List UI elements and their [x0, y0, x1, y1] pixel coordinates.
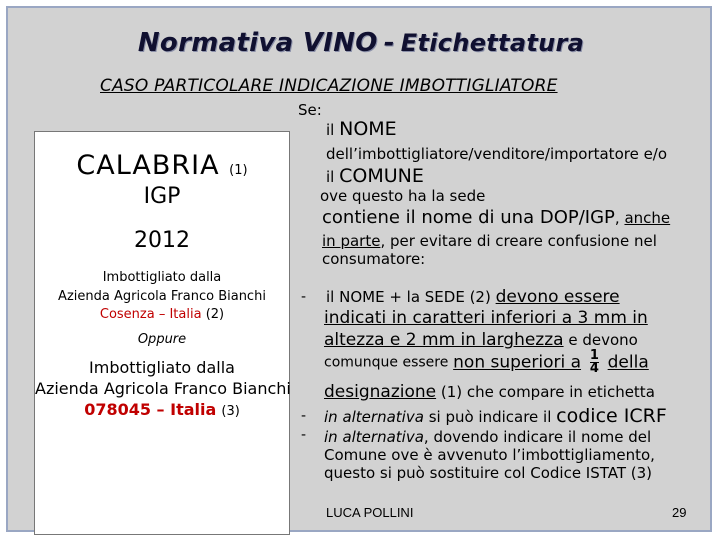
- rule2-text: si può indicare il: [428, 408, 552, 426]
- rule3-line2: Comune ove è avvenuto l’imbottigliamento,: [324, 446, 655, 464]
- title-separator: -: [383, 28, 395, 58]
- nome-line: [326, 118, 397, 140]
- slide-subtitle: CASO PARTICOLARE INDICAZIONE IMBOTTIGLIATORE: [100, 76, 558, 96]
- rule1-designation: designazione: [324, 382, 437, 402]
- region-line: [35, 150, 289, 181]
- nome-prefix: il: [326, 121, 335, 139]
- designation: IGP: [143, 184, 181, 209]
- nome-description: dell’imbottigliatore/venditore/importatore e/o: [326, 145, 668, 163]
- contiene-line: [322, 207, 670, 228]
- rule3-line1: [324, 428, 651, 446]
- company-name-2: Azienda Agricola Franco Bianchi: [35, 379, 291, 398]
- rule1-line3: [324, 330, 638, 350]
- rule1-size-limit: indicati in caratteri inferiori a 3 mm in: [324, 308, 648, 328]
- rule2-icrf-code: codice ICRF: [556, 405, 667, 427]
- rule1-line1: [326, 287, 620, 307]
- confusion-text: , per evitare di creare confusione nel: [380, 232, 657, 250]
- fraction-numerator: 1: [589, 348, 599, 363]
- slide-title: [8, 28, 714, 58]
- comune-line: [326, 165, 424, 187]
- city-name-1: Cosenza – Italia: [99, 307, 202, 322]
- city-line-1: [35, 307, 289, 322]
- label-example-box: [34, 131, 290, 535]
- comune-keyword: COMUNE: [339, 165, 424, 187]
- in-parte-text: in parte: [322, 232, 381, 250]
- company-name-1: Azienda Agricola Franco Bianchi: [58, 289, 266, 304]
- title-sub: Etichettatura: [400, 29, 585, 57]
- rule3-text: , dovendo indicare il nome del: [423, 428, 652, 446]
- contiene-comma: ,: [614, 209, 620, 227]
- rule1-and-must: e devono: [568, 331, 638, 349]
- region-note: (1): [229, 163, 248, 178]
- rule1-line2: [324, 308, 648, 328]
- rule2-alternative: in alternativa: [324, 408, 424, 426]
- rule1-of-the: della: [607, 352, 649, 373]
- consumer-line: consumatore:: [322, 250, 426, 268]
- slide: [6, 6, 712, 532]
- rule1-not-greater: non superiori a: [453, 352, 582, 373]
- rule2-line: [324, 405, 667, 427]
- comune-description: ove questo ha la sede: [320, 187, 486, 205]
- bottled-by-label-1: Imbottigliato dalla: [102, 270, 222, 285]
- rule3-line3: questo si può sostituire col Codice ISTAT (3): [324, 464, 653, 482]
- rule1-size-width: altezza e 2 mm in larghezza: [324, 330, 564, 350]
- bottled-by-label-2: Imbottigliato dalla: [89, 358, 235, 377]
- bullet-marker-2: -: [301, 408, 307, 424]
- region-name: CALABRIA: [76, 150, 220, 181]
- rule1-appears: (1) che compare in etichetta: [440, 383, 655, 401]
- alternative-label: Oppure: [137, 332, 187, 347]
- istat-code: 078045 – Italia: [84, 400, 217, 419]
- rule1-subject: il NOME + la SEDE (2): [326, 288, 491, 306]
- rule1-line5: [324, 382, 655, 402]
- rule1-anyway: comunque essere: [324, 354, 449, 371]
- contiene-text: contiene il nome di una DOP/IGP: [322, 207, 615, 228]
- vintage-year: 2012: [134, 228, 190, 253]
- anche-text: anche: [624, 209, 671, 227]
- bullet-marker-1: -: [301, 289, 307, 305]
- footer-author: LUCA POLLINI: [326, 505, 414, 520]
- se-label: Se:: [298, 101, 322, 119]
- code-line-2: [35, 400, 289, 419]
- nome-keyword: NOME: [339, 118, 397, 140]
- page-number: 29: [672, 505, 687, 520]
- bullet-marker-3: -: [301, 427, 307, 443]
- city-note-1: (2): [205, 307, 225, 322]
- comune-prefix: il: [326, 168, 335, 186]
- confusion-line: [322, 232, 657, 250]
- fraction-denominator: 4: [589, 361, 599, 376]
- code-note-2: (3): [221, 404, 240, 419]
- title-main: Normativa VINO: [137, 28, 378, 58]
- rule1-line4: [324, 350, 649, 375]
- rule3-alternative: in alternativa: [324, 428, 424, 446]
- fraction-one-quarter: [590, 350, 599, 375]
- rule1-must: devono essere: [495, 287, 620, 307]
